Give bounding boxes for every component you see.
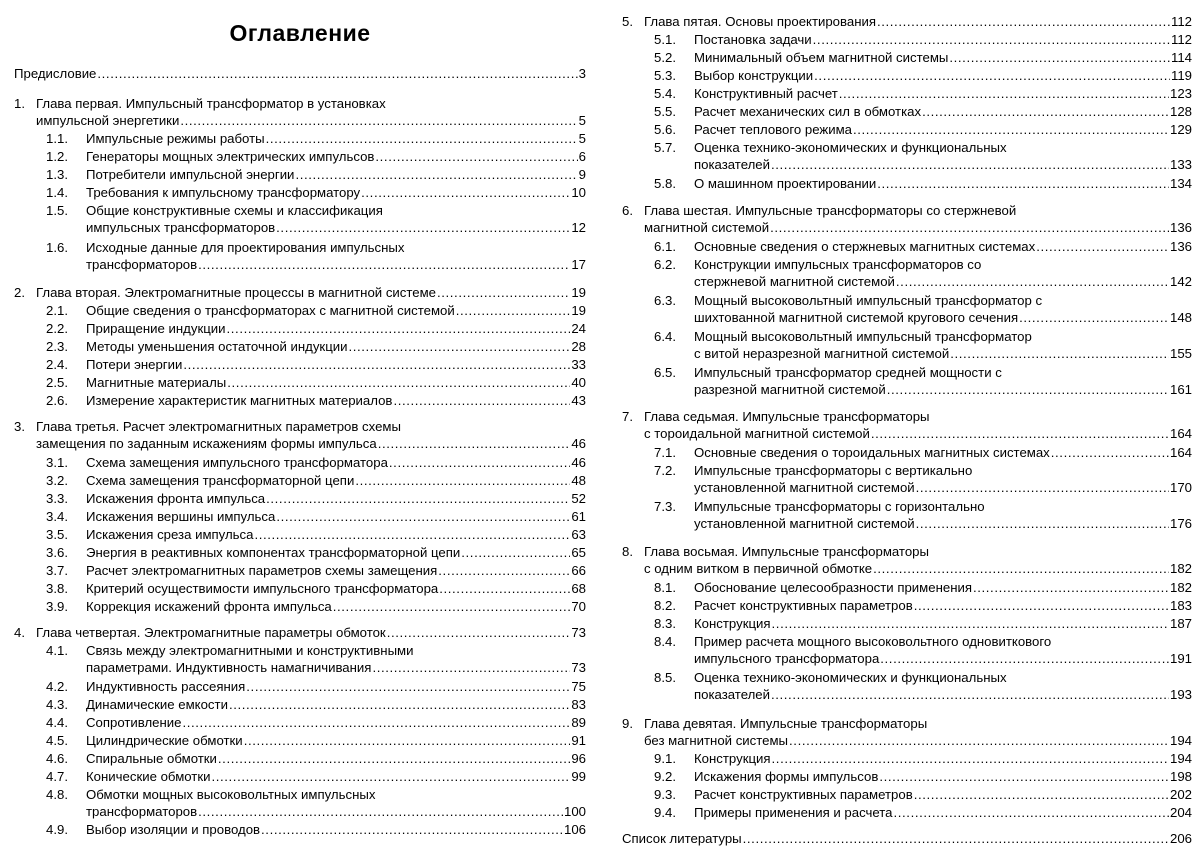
toc-page-number: 187 bbox=[1169, 616, 1192, 631]
toc-entry-number: 5.6. bbox=[654, 122, 676, 137]
dot-leader bbox=[813, 32, 1170, 49]
toc-entry-text: Связь между электромагнитными и конструктивными bbox=[86, 643, 414, 658]
toc-entry-text: Общие конструктивные схемы и классификация bbox=[86, 203, 383, 218]
toc-entry-number: 3.7. bbox=[46, 563, 68, 578]
toc-entry-text: Мощный высоковольтный импульсный трансформатор с bbox=[694, 293, 1043, 308]
dot-leader bbox=[227, 375, 570, 392]
dot-leader bbox=[276, 509, 570, 526]
toc-entry-number: 8. bbox=[622, 544, 633, 559]
toc-entry-text: Глава восьмая. Импульсные трансформаторы bbox=[644, 544, 929, 559]
dot-leader bbox=[894, 805, 1169, 822]
toc-entry-text: Основные сведения о тороидальных магнитных системах bbox=[694, 445, 1050, 460]
toc-entry-text: с тороидальной магнитной системой bbox=[644, 425, 870, 441]
toc-entry-number: 4.9. bbox=[46, 822, 68, 837]
dot-leader bbox=[772, 751, 1169, 768]
dot-leader bbox=[772, 616, 1169, 633]
dot-leader bbox=[211, 769, 570, 786]
toc-entry-number: 4. bbox=[14, 625, 25, 640]
toc-entry-number: 4.7. bbox=[46, 769, 68, 784]
toc-entry-number: 9.1. bbox=[654, 751, 676, 766]
toc-entry-number: 9.4. bbox=[654, 805, 676, 820]
toc-page-number: 142 bbox=[1169, 273, 1192, 289]
toc-page-number: 99 bbox=[571, 769, 586, 784]
dot-leader bbox=[218, 751, 570, 768]
toc-page-number: 68 bbox=[571, 581, 586, 596]
toc-entry-number: 6.3. bbox=[654, 293, 676, 308]
toc-entry-text: Искажения среза импульса bbox=[86, 527, 254, 542]
dot-leader bbox=[973, 580, 1169, 597]
toc-page-number: 114 bbox=[1170, 50, 1192, 65]
toc-entry-number: 8.5. bbox=[654, 670, 676, 685]
toc-entry-number: 9.2. bbox=[654, 769, 676, 784]
toc-entry-number: 2.1. bbox=[46, 303, 68, 318]
toc-entry-number: 1.2. bbox=[46, 149, 68, 164]
toc-entry-number: 1.6. bbox=[46, 240, 68, 255]
toc-entry-text: Обмотки мощных высоковольтных импульсных bbox=[86, 787, 376, 802]
dot-leader bbox=[333, 599, 571, 616]
toc-entry-number: 2. bbox=[14, 285, 25, 300]
dot-leader bbox=[246, 679, 570, 696]
toc-entry-number: 5.2. bbox=[654, 50, 676, 65]
toc-entry-number: 3.6. bbox=[46, 545, 68, 560]
toc-entry-text: без магнитной системы bbox=[644, 732, 789, 748]
toc-entry-text: Постановка задачи bbox=[694, 32, 812, 47]
toc-page-number: 106 bbox=[563, 822, 586, 837]
toc-page-number: 46 bbox=[571, 455, 586, 470]
toc-entry-text: Импульсные режимы работы bbox=[86, 131, 265, 146]
toc-page-number: 75 bbox=[571, 679, 586, 694]
dot-leader bbox=[361, 185, 570, 202]
toc-entry-text: Общие сведения о трансформаторах с магнитной системой bbox=[86, 303, 455, 318]
toc-entry-text: магнитной системой bbox=[644, 219, 770, 235]
dot-leader bbox=[880, 651, 1169, 668]
dot-leader bbox=[887, 382, 1169, 399]
toc-entry-text: Расчет теплового режима bbox=[694, 122, 852, 137]
toc-page-number: 46 bbox=[571, 435, 586, 451]
dot-leader bbox=[839, 86, 1169, 103]
toc-page-number: 28 bbox=[571, 339, 586, 354]
toc-entry-text: Магнитные материалы bbox=[86, 375, 227, 390]
dot-leader bbox=[743, 831, 1169, 848]
toc-page-number: 65 bbox=[571, 545, 586, 560]
toc-entry-text: Расчет конструктивных параметров bbox=[694, 598, 913, 613]
dot-leader bbox=[1019, 310, 1169, 327]
toc-entry-text: Пример расчета мощного высоковольтного одновиткового bbox=[694, 634, 1052, 649]
dot-leader bbox=[372, 660, 570, 677]
toc-entry-text: Импульсные трансформаторы с вертикально bbox=[694, 463, 973, 478]
toc-page-number: 112 bbox=[1170, 14, 1192, 29]
dot-leader bbox=[770, 220, 1169, 237]
dot-leader bbox=[461, 545, 570, 562]
toc-entry-number: 5. bbox=[622, 14, 633, 29]
toc-entry-number: 6.1. bbox=[654, 239, 676, 254]
toc-entry-text: Сопротивление bbox=[86, 715, 182, 730]
toc-entry-text: показателей bbox=[694, 686, 770, 702]
toc-page-number: 24 bbox=[571, 321, 586, 336]
toc-entry-number: 4.5. bbox=[46, 733, 68, 748]
toc-entry-number: 2.5. bbox=[46, 375, 68, 390]
toc-entry-number: 3.4. bbox=[46, 509, 68, 524]
toc-entry-number: 2.2. bbox=[46, 321, 68, 336]
toc-entry-text: Исходные данные для проектирования импульсных bbox=[86, 240, 405, 255]
toc-entry-text: Глава пятая. Основы проектирования bbox=[644, 14, 876, 29]
toc-page-number: 10 bbox=[571, 185, 586, 200]
toc-entry-text: Обоснование целесообразности применения bbox=[694, 580, 972, 595]
toc-entry-number: 8.4. bbox=[654, 634, 676, 649]
toc-entry-text: Приращение индукции bbox=[86, 321, 226, 336]
toc-page-number: 52 bbox=[571, 491, 586, 506]
toc-entry-number: 4.1. bbox=[46, 643, 68, 658]
toc-entry-text: Глава вторая. Электромагнитные процессы в магнитной системе bbox=[36, 285, 436, 300]
dot-leader bbox=[261, 822, 563, 839]
dot-leader bbox=[877, 176, 1169, 193]
toc-entry-number: 5.5. bbox=[654, 104, 676, 119]
toc-entry-text: трансформаторов bbox=[86, 803, 198, 819]
dot-leader bbox=[814, 68, 1170, 85]
toc-entry-text: Импульсные трансформаторы с горизонтально bbox=[694, 499, 985, 514]
toc-page-number: 9 bbox=[578, 167, 586, 182]
toc-entry-text: Критерий осуществимости импульсного трансформатора bbox=[86, 581, 439, 596]
toc-page-number: 134 bbox=[1169, 176, 1192, 191]
dot-leader bbox=[229, 697, 570, 714]
toc-page-number: 73 bbox=[571, 625, 586, 640]
dot-leader bbox=[389, 455, 570, 472]
dot-leader bbox=[914, 787, 1169, 804]
toc-page-number: 43 bbox=[571, 393, 586, 408]
toc-entry-text: Схема замещения импульсного трансформатора bbox=[86, 455, 388, 470]
dot-leader bbox=[950, 346, 1169, 363]
dot-leader bbox=[456, 303, 571, 320]
toc-entry-text: импульсных трансформаторов bbox=[86, 219, 276, 235]
toc-entry-text: Глава первая. Импульсный трансформатор в установках bbox=[36, 96, 386, 111]
toc-entry-text: Предисловие bbox=[14, 66, 97, 81]
dot-leader bbox=[266, 131, 578, 148]
toc-page-number: 182 bbox=[1169, 580, 1192, 595]
toc-page-number: 40 bbox=[571, 375, 586, 390]
dot-leader bbox=[183, 715, 571, 732]
toc-entry-text: Искажения вершины импульса bbox=[86, 509, 276, 524]
dot-leader bbox=[949, 50, 1170, 67]
toc-entry-text: импульсного трансформатора bbox=[694, 650, 880, 666]
toc-entry-text: Конструкция bbox=[694, 751, 771, 766]
toc-page-number: 194 bbox=[1169, 732, 1192, 748]
dot-leader bbox=[183, 357, 570, 374]
dot-leader bbox=[355, 473, 570, 490]
toc-entry-number: 4.3. bbox=[46, 697, 68, 712]
toc-entry-text: Оценка технико-экономических и функциональных bbox=[694, 670, 1007, 685]
toc-entry-number: 5.7. bbox=[654, 140, 676, 155]
toc-entry-number: 1.1. bbox=[46, 131, 68, 146]
toc-entry-text: импульсной энергетики bbox=[36, 112, 180, 128]
toc-page-number: 83 bbox=[571, 697, 586, 712]
toc-page-number: 194 bbox=[1169, 751, 1192, 766]
dot-leader bbox=[853, 122, 1169, 139]
toc-page-number: 129 bbox=[1169, 122, 1192, 137]
dot-leader bbox=[922, 104, 1169, 121]
toc-entry-number: 1.5. bbox=[46, 203, 68, 218]
toc-entry-number: 5.1. bbox=[654, 32, 676, 47]
toc-entry-number: 7. bbox=[622, 409, 633, 424]
toc-entry-text: Искажения фронта импульса bbox=[86, 491, 266, 506]
toc-entry-text: установленной магнитной системой bbox=[694, 479, 915, 495]
dot-leader bbox=[871, 426, 1169, 443]
toc-entry-text: Список литературы bbox=[622, 831, 742, 846]
toc-page-number: 183 bbox=[1169, 598, 1192, 613]
toc-entry-text: Выбор конструкции bbox=[694, 68, 814, 83]
toc-page-number: 6 bbox=[578, 149, 586, 164]
toc-page-number: 100 bbox=[563, 803, 586, 819]
toc-entry-text: Расчет электромагнитных параметров схемы замещения bbox=[86, 563, 438, 578]
toc-entry-number: 3.3. bbox=[46, 491, 68, 506]
toc-entry-text: показателей bbox=[694, 156, 770, 172]
toc-entry-text: Импульсный трансформатор средней мощности с bbox=[694, 365, 1002, 380]
toc-entry-text: Искажения формы импульсов bbox=[694, 769, 879, 784]
toc-entry-number: 6. bbox=[622, 203, 633, 218]
toc-entry-text: О машинном проектировании bbox=[694, 176, 877, 191]
dot-leader bbox=[97, 66, 577, 83]
dot-leader bbox=[789, 733, 1169, 750]
toc-entry-text: Коррекция искажений фронта импульса bbox=[86, 599, 332, 614]
toc-page-number: 204 bbox=[1169, 805, 1192, 820]
dot-leader bbox=[266, 491, 570, 508]
dot-leader bbox=[771, 157, 1169, 174]
dot-leader bbox=[276, 220, 570, 237]
dot-leader bbox=[227, 321, 571, 338]
page-title: Оглавление bbox=[229, 20, 371, 46]
toc-entry-text: Спиральные обмотки bbox=[86, 751, 217, 766]
toc-entry-number: 8.3. bbox=[654, 616, 676, 631]
toc-entry-text: Динамические емкости bbox=[86, 697, 228, 712]
toc-entry-text: установленной магнитной системой bbox=[694, 515, 915, 531]
toc-entry-text: Глава седьмая. Импульсные трансформаторы bbox=[644, 409, 930, 424]
toc-entry-number: 5.8. bbox=[654, 176, 676, 191]
toc-page-number: 119 bbox=[1170, 68, 1192, 83]
toc-entry-number: 4.8. bbox=[46, 787, 68, 802]
toc-page-number: 89 bbox=[571, 715, 586, 730]
dot-leader bbox=[198, 804, 563, 821]
toc-entry-text: Расчет механических сил в обмотках bbox=[694, 104, 922, 119]
toc-entry-number: 7.3. bbox=[654, 499, 676, 514]
toc-entry-number: 7.2. bbox=[654, 463, 676, 478]
toc-page-number: 206 bbox=[1169, 831, 1192, 846]
toc-page-number: 136 bbox=[1169, 219, 1192, 235]
toc-entry-text: Глава третья. Расчет электромагнитных параметров схемы bbox=[36, 419, 401, 434]
toc-entry-text: Оценка технико-экономических и функциональных bbox=[694, 140, 1007, 155]
toc-page-number: 61 bbox=[571, 509, 586, 524]
toc-page-number: 3 bbox=[578, 66, 586, 81]
toc-page-number: 148 bbox=[1169, 309, 1192, 325]
toc-entry-text: Индуктивность рассеяния bbox=[86, 679, 246, 694]
toc-entry-text: Генераторы мощных электрических импульсов bbox=[86, 149, 375, 164]
toc-page-number: 182 bbox=[1169, 560, 1192, 576]
toc-entry-number: 9.3. bbox=[654, 787, 676, 802]
toc-page-number: 5 bbox=[578, 112, 586, 128]
toc-page-number: 66 bbox=[571, 563, 586, 578]
toc-entry-text: Глава шестая. Импульсные трансформаторы со стержневой bbox=[644, 203, 1017, 218]
toc-entry-number: 3.5. bbox=[46, 527, 68, 542]
toc-entry-text: Мощный высоковольтный импульсный трансформатор bbox=[694, 329, 1032, 344]
toc-entry-text: Глава девятая. Импульсные трансформаторы bbox=[644, 716, 928, 731]
toc-page-number: 96 bbox=[571, 751, 586, 766]
dot-leader bbox=[1036, 239, 1169, 256]
toc-entry-text: параметрами. Индуктивность намагничивания bbox=[86, 659, 372, 675]
dot-leader bbox=[387, 625, 571, 642]
toc-page-number: 63 bbox=[571, 527, 586, 542]
dot-leader bbox=[877, 14, 1170, 31]
toc-entry-number: 9. bbox=[622, 716, 633, 731]
toc-entry-number: 3.9. bbox=[46, 599, 68, 614]
toc-entry-number: 3.1. bbox=[46, 455, 68, 470]
toc-entry-text: Примеры применения и расчета bbox=[694, 805, 893, 820]
dot-leader bbox=[378, 436, 571, 453]
toc-page-number: 155 bbox=[1169, 345, 1192, 361]
toc-entry-text: трансформаторов bbox=[86, 256, 198, 272]
dot-leader bbox=[771, 687, 1169, 704]
toc-entry-text: с витой неразрезной магнитной системой bbox=[694, 345, 950, 361]
dot-leader bbox=[914, 598, 1169, 615]
toc-entry-number: 2.3. bbox=[46, 339, 68, 354]
toc-page-number: 5 bbox=[578, 131, 586, 146]
toc-entry-text: стержневой магнитной системой bbox=[694, 273, 895, 289]
toc-entry-text: Методы уменьшения остаточной индукции bbox=[86, 339, 348, 354]
dot-leader bbox=[198, 257, 570, 274]
toc-entry-text: Расчет конструктивных параметров bbox=[694, 787, 913, 802]
toc-entry-number: 6.5. bbox=[654, 365, 676, 380]
toc-page-number: 191 bbox=[1169, 650, 1192, 666]
toc-entry-text: Цилиндрические обмотки bbox=[86, 733, 243, 748]
dot-leader bbox=[873, 561, 1169, 578]
toc-entry-number: 4.4. bbox=[46, 715, 68, 730]
toc-entry-text: Потери энергии bbox=[86, 357, 183, 372]
toc-entry-number: 6.4. bbox=[654, 329, 676, 344]
toc-page-number: 170 bbox=[1169, 479, 1192, 495]
dot-leader bbox=[393, 393, 570, 410]
toc-page-number: 176 bbox=[1169, 515, 1192, 531]
toc-page-number: 133 bbox=[1169, 156, 1192, 172]
toc-page-number: 164 bbox=[1169, 425, 1192, 441]
toc-page-number: 48 bbox=[571, 473, 586, 488]
toc-page-number: 164 bbox=[1169, 445, 1192, 460]
dot-leader bbox=[896, 274, 1169, 291]
dot-leader bbox=[295, 167, 577, 184]
toc-entry-text: Схема замещения трансформаторной цепи bbox=[86, 473, 355, 488]
toc-entry-text: Конструктивный расчет bbox=[694, 86, 838, 101]
toc-entry-number: 3.8. bbox=[46, 581, 68, 596]
toc-entry-number: 1. bbox=[14, 96, 25, 111]
dot-leader bbox=[254, 527, 570, 544]
toc-entry-text: замещения по заданным искажениям формы импульса bbox=[36, 435, 377, 451]
toc-entry-text: с одним витком в первичной обмотке bbox=[644, 560, 873, 576]
toc-entry-number: 1.4. bbox=[46, 185, 68, 200]
toc-page-number: 33 bbox=[571, 357, 586, 372]
dot-leader bbox=[916, 480, 1169, 497]
toc-page-number: 123 bbox=[1169, 86, 1192, 101]
toc-entry-text: Энергия в реактивных компонентах трансформаторной цепи bbox=[86, 545, 461, 560]
toc-entry-text: разрезной магнитной системой bbox=[694, 381, 886, 397]
toc-entry-number: 2.6. bbox=[46, 393, 68, 408]
toc-page-number: 91 bbox=[571, 733, 586, 748]
toc-entry-text: Измерение характеристик магнитных материалов bbox=[86, 393, 393, 408]
toc-entry-number: 7.1. bbox=[654, 445, 676, 460]
toc-entry-number: 8.2. bbox=[654, 598, 676, 613]
toc-entry-number: 6.2. bbox=[654, 257, 676, 272]
toc-entry-number: 1.3. bbox=[46, 167, 68, 182]
dot-leader bbox=[180, 113, 577, 130]
dot-leader bbox=[879, 769, 1169, 786]
toc-entry-text: Конструкции импульсных трансформаторов со bbox=[694, 257, 982, 272]
dot-leader bbox=[1051, 445, 1169, 462]
toc-page-number: 128 bbox=[1169, 104, 1192, 119]
toc-entry-text: Минимальный объем магнитной системы bbox=[694, 50, 949, 65]
toc-entry-number: 5.3. bbox=[654, 68, 676, 83]
toc-entry-text: Требования к импульсному трансформатору bbox=[86, 185, 361, 200]
toc-entry-text: Конические обмотки bbox=[86, 769, 211, 784]
toc-entry-number: 2.4. bbox=[46, 357, 68, 372]
toc-page-number: 161 bbox=[1169, 381, 1192, 397]
toc-entry-text: Выбор изоляции и проводов bbox=[86, 822, 261, 837]
toc-page-number: 17 bbox=[571, 256, 586, 272]
toc-entry-text: Потребители импульсной энергии bbox=[86, 167, 295, 182]
toc-entry-number: 5.4. bbox=[654, 86, 676, 101]
dot-leader bbox=[916, 516, 1169, 533]
dot-leader bbox=[437, 285, 570, 302]
toc-page-number: 19 bbox=[571, 303, 586, 318]
dot-leader bbox=[375, 149, 577, 166]
toc-entry-text: Основные сведения о стержневых магнитных системах bbox=[694, 239, 1036, 254]
toc-page-number: 70 bbox=[571, 599, 586, 614]
toc-page-number: 136 bbox=[1169, 239, 1192, 254]
toc-page-number: 112 bbox=[1170, 32, 1192, 47]
toc-entry-number: 8.1. bbox=[654, 580, 676, 595]
toc-entry-text: Конструкция bbox=[694, 616, 771, 631]
toc-entry-number: 3.2. bbox=[46, 473, 68, 488]
dot-leader bbox=[348, 339, 570, 356]
dot-leader bbox=[438, 563, 570, 580]
toc-page-number: 198 bbox=[1169, 769, 1192, 784]
toc-page-number: 202 bbox=[1169, 787, 1192, 802]
toc-entry-text: шихтованной магнитной системой кругового сечения bbox=[694, 309, 1019, 325]
toc-entry-number: 3. bbox=[14, 419, 25, 434]
toc-entry-number: 4.2. bbox=[46, 679, 68, 694]
dot-leader bbox=[439, 581, 570, 598]
toc-entry-number: 4.6. bbox=[46, 751, 68, 766]
toc-page-number: 73 bbox=[571, 659, 586, 675]
toc-page-number: 193 bbox=[1169, 686, 1192, 702]
dot-leader bbox=[244, 733, 571, 750]
toc-page-number: 12 bbox=[571, 219, 586, 235]
toc-page-number: 19 bbox=[571, 285, 586, 300]
toc-entry-text: Глава четвертая. Электромагнитные параметры обмоток bbox=[36, 625, 386, 640]
